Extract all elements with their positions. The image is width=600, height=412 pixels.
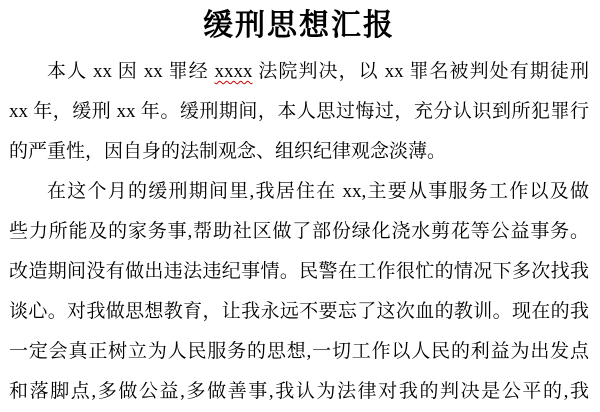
text-segment: 法院判决，以 xx 罪名被判处有期徒刑 xyxy=(252,61,589,82)
text-line: 些力所能及的家务事,帮助社区做了部份绿化浇水剪花等公益事务。 xyxy=(9,221,589,242)
text-line: 谈心。对我做思想教育，让我永远不要忘了这次血的教训。现在的我 xyxy=(9,301,589,322)
document-title: 缓刑思想汇报 xyxy=(203,9,395,42)
text-segment: 本人 xx 因 xx 罪经 xyxy=(47,61,215,82)
text-line: xx 年，缓刑 xx 年。缓刑期间，本人思过悔过，充分认识到所犯罪行 xyxy=(9,101,589,122)
text-line: 改造期间没有做出违法违纪事情。民警在工作很忙的情况下多次找我 xyxy=(9,261,589,282)
text-line: 一定会真正树立为人民服务的思想,一切工作以人民的利益为出发点 xyxy=(9,341,589,362)
paragraph-1 xyxy=(9,52,589,172)
text-line xyxy=(9,52,589,92)
text-line: 和落脚点,多做公益,多做善事,我认为法律对我的判决是公平的,我 xyxy=(9,381,589,402)
misspelled-word[interactable]: xxxx xyxy=(214,61,253,82)
text-line: 的严重性，因自身的法制观念、组织纪律观念淡薄。 xyxy=(9,141,447,162)
paragraph-2 xyxy=(9,172,589,412)
text-line: 在这个月的缓刑期间里,我居住在 xx,主要从事服务工作以及做 xyxy=(47,181,589,202)
